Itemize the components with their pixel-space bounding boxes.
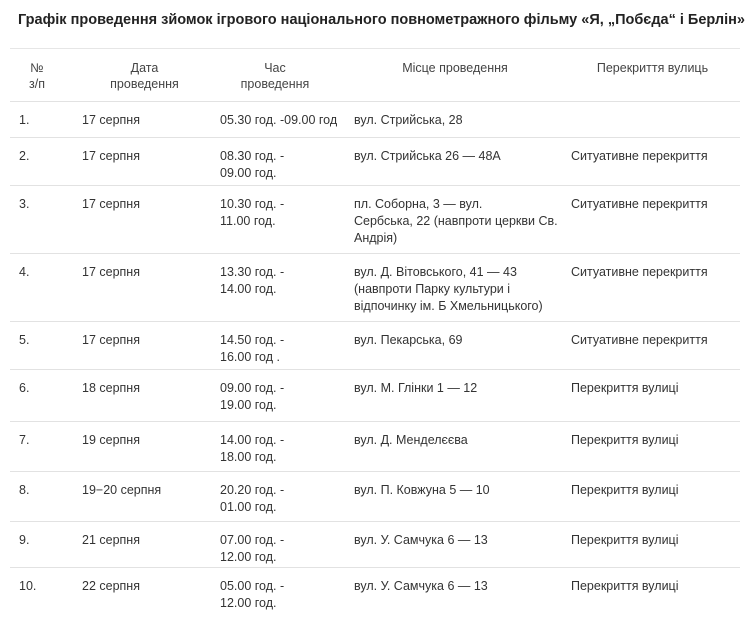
table-row <box>10 186 740 254</box>
row-time: 10.30 год. - 11.00 год. <box>220 197 285 228</box>
row-time: 09.00 год. - 19.00 год. <box>220 381 285 412</box>
table-header <box>10 49 740 102</box>
row-time: 20.20 год. - 01.00 год. <box>220 483 285 514</box>
header-number: № з/п <box>29 61 45 91</box>
row-date: 21 серпня <box>82 533 140 547</box>
row-number: 6. <box>19 381 30 395</box>
row-place: вул. Стрийська 26 — 48А <box>354 149 501 163</box>
row-closure: Ситуативне перекриття <box>571 149 708 163</box>
row-time: 05.30 год. -09.00 год <box>220 113 338 127</box>
row-number: 7. <box>19 433 30 447</box>
table-row <box>10 568 740 614</box>
row-time: 07.00 год. - 12.00 год. <box>220 533 285 564</box>
table-row <box>10 522 740 568</box>
row-number: 8. <box>19 483 30 497</box>
header-date: Дата проведення <box>110 61 179 91</box>
row-date: 17 серпня <box>82 265 140 279</box>
row-place: вул. Пекарська, 69 <box>354 333 463 347</box>
row-closure: Ситуативне перекриття <box>571 197 708 211</box>
row-number: 9. <box>19 533 30 547</box>
row-closure: Ситуативне перекриття <box>571 265 708 279</box>
row-number: 1. <box>19 113 30 127</box>
row-date: 18 серпня <box>82 381 140 395</box>
row-number: 10. <box>19 579 37 593</box>
row-date: 22 серпня <box>82 579 140 593</box>
row-time: 14.00 год. - 18.00 год. <box>220 433 285 464</box>
row-closure: Перекриття вулиці <box>571 579 679 593</box>
row-time: 13.30 год. - 14.00 год. <box>220 265 285 296</box>
row-time: 05.00 год. - 12.00 год. <box>220 579 285 610</box>
row-number: 2. <box>19 149 30 163</box>
table-row <box>10 254 740 322</box>
header-time: Час проведення <box>240 61 310 91</box>
row-place: вул. М. Глінки 1 — 12 <box>354 381 478 395</box>
row-date: 17 серпня <box>82 197 140 211</box>
row-number: 4. <box>19 265 30 279</box>
row-closure: Перекриття вулиці <box>571 381 679 395</box>
table-body <box>10 102 740 614</box>
row-number: 5. <box>19 333 30 347</box>
row-closure: Перекриття вулиці <box>571 433 679 447</box>
table-row <box>10 472 740 522</box>
table-row <box>10 370 740 422</box>
row-time: 08.30 год. - 09.00 год. <box>220 149 285 180</box>
row-place: пл. Соборна, 3 — вул. Сербська, 22 (навпроти церкви Св. Андрія) <box>354 197 558 245</box>
row-place: вул. У. Самчука 6 — 13 <box>354 533 488 547</box>
row-place: вул. Д. Менделєєва <box>354 433 468 447</box>
row-number: 3. <box>19 197 30 211</box>
header-place: Місце проведення <box>402 61 508 75</box>
row-date: 19−20 серпня <box>82 483 162 497</box>
row-closure: Перекриття вулиці <box>571 483 679 497</box>
row-closure: Ситуативне перекриття <box>571 333 708 347</box>
row-date: 17 серпня <box>82 149 140 163</box>
row-place: вул. У. Самчука 6 — 13 <box>354 579 488 593</box>
row-date: 17 серпня <box>82 333 140 347</box>
row-time: 14.50 год. - 16.00 год . <box>220 333 285 364</box>
row-place: вул. Стрийська, 28 <box>354 113 463 127</box>
table-row <box>10 102 740 138</box>
table-row <box>10 422 740 472</box>
schedule-table <box>10 48 740 614</box>
row-place: вул. П. Ковжуна 5 — 10 <box>354 483 490 497</box>
table-row <box>10 322 740 370</box>
header-closure: Перекриття вулиць <box>596 61 709 75</box>
row-date: 19 серпня <box>82 433 140 447</box>
table-row <box>10 138 740 186</box>
row-date: 17 серпня <box>82 113 140 127</box>
row-closure: Перекриття вулиці <box>571 533 679 547</box>
page-title: Графік проведення зйомок ігрового національного повнометражного фільму «Я, „Побєда“ і Берлін» <box>18 12 745 28</box>
row-place: вул. Д. Вітовського, 41 — 43 (навпроти Парку культури і відпочинку ім. Б Хмельницького) <box>354 265 543 313</box>
